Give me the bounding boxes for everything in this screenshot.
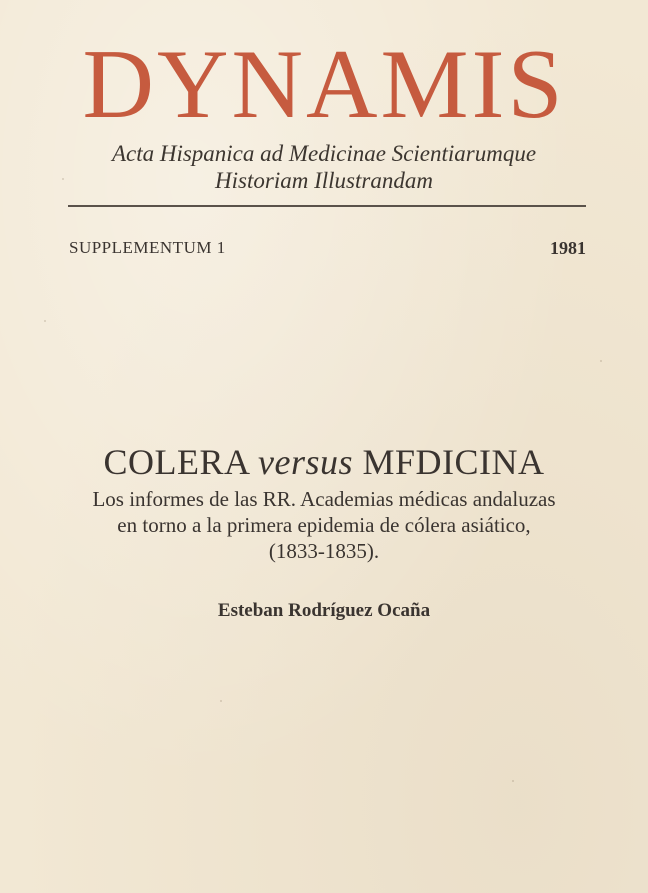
publication-year: 1981 (550, 238, 586, 258)
author-name: Esteban Rodríguez Ocaña (217, 600, 431, 621)
paper-speck (220, 700, 222, 702)
supplement-label: SUPPLEMENTUM 1 (69, 238, 226, 257)
book-subtitle-line-3: (1833-1835). (268, 539, 380, 563)
book-title-part-1: COLERA (103, 442, 249, 482)
book-subtitle (0, 486, 648, 564)
paper-speck (600, 360, 602, 362)
book-subtitle-line-1: Los informes de las RR. Academias médicas andaluzas (92, 487, 556, 511)
journal-subtitle-line-2: Historiam Illustrandam (215, 168, 433, 193)
paper-speck (512, 780, 514, 782)
paper-speck (44, 320, 46, 322)
journal-subtitle (0, 140, 648, 194)
book-title-versus: versus (258, 442, 353, 482)
journal-subtitle-line-1: Acta Hispanica ad Medicinae Scientiarumque (111, 141, 537, 166)
header-divider (68, 205, 586, 207)
book-subtitle-line-2: en torno a la primera epidemia de cólera asiático, (117, 513, 531, 537)
book-title-part-2: MFDICINA (362, 442, 545, 482)
journal-title: DYNAMIS (82, 30, 566, 139)
book-title (0, 440, 648, 484)
